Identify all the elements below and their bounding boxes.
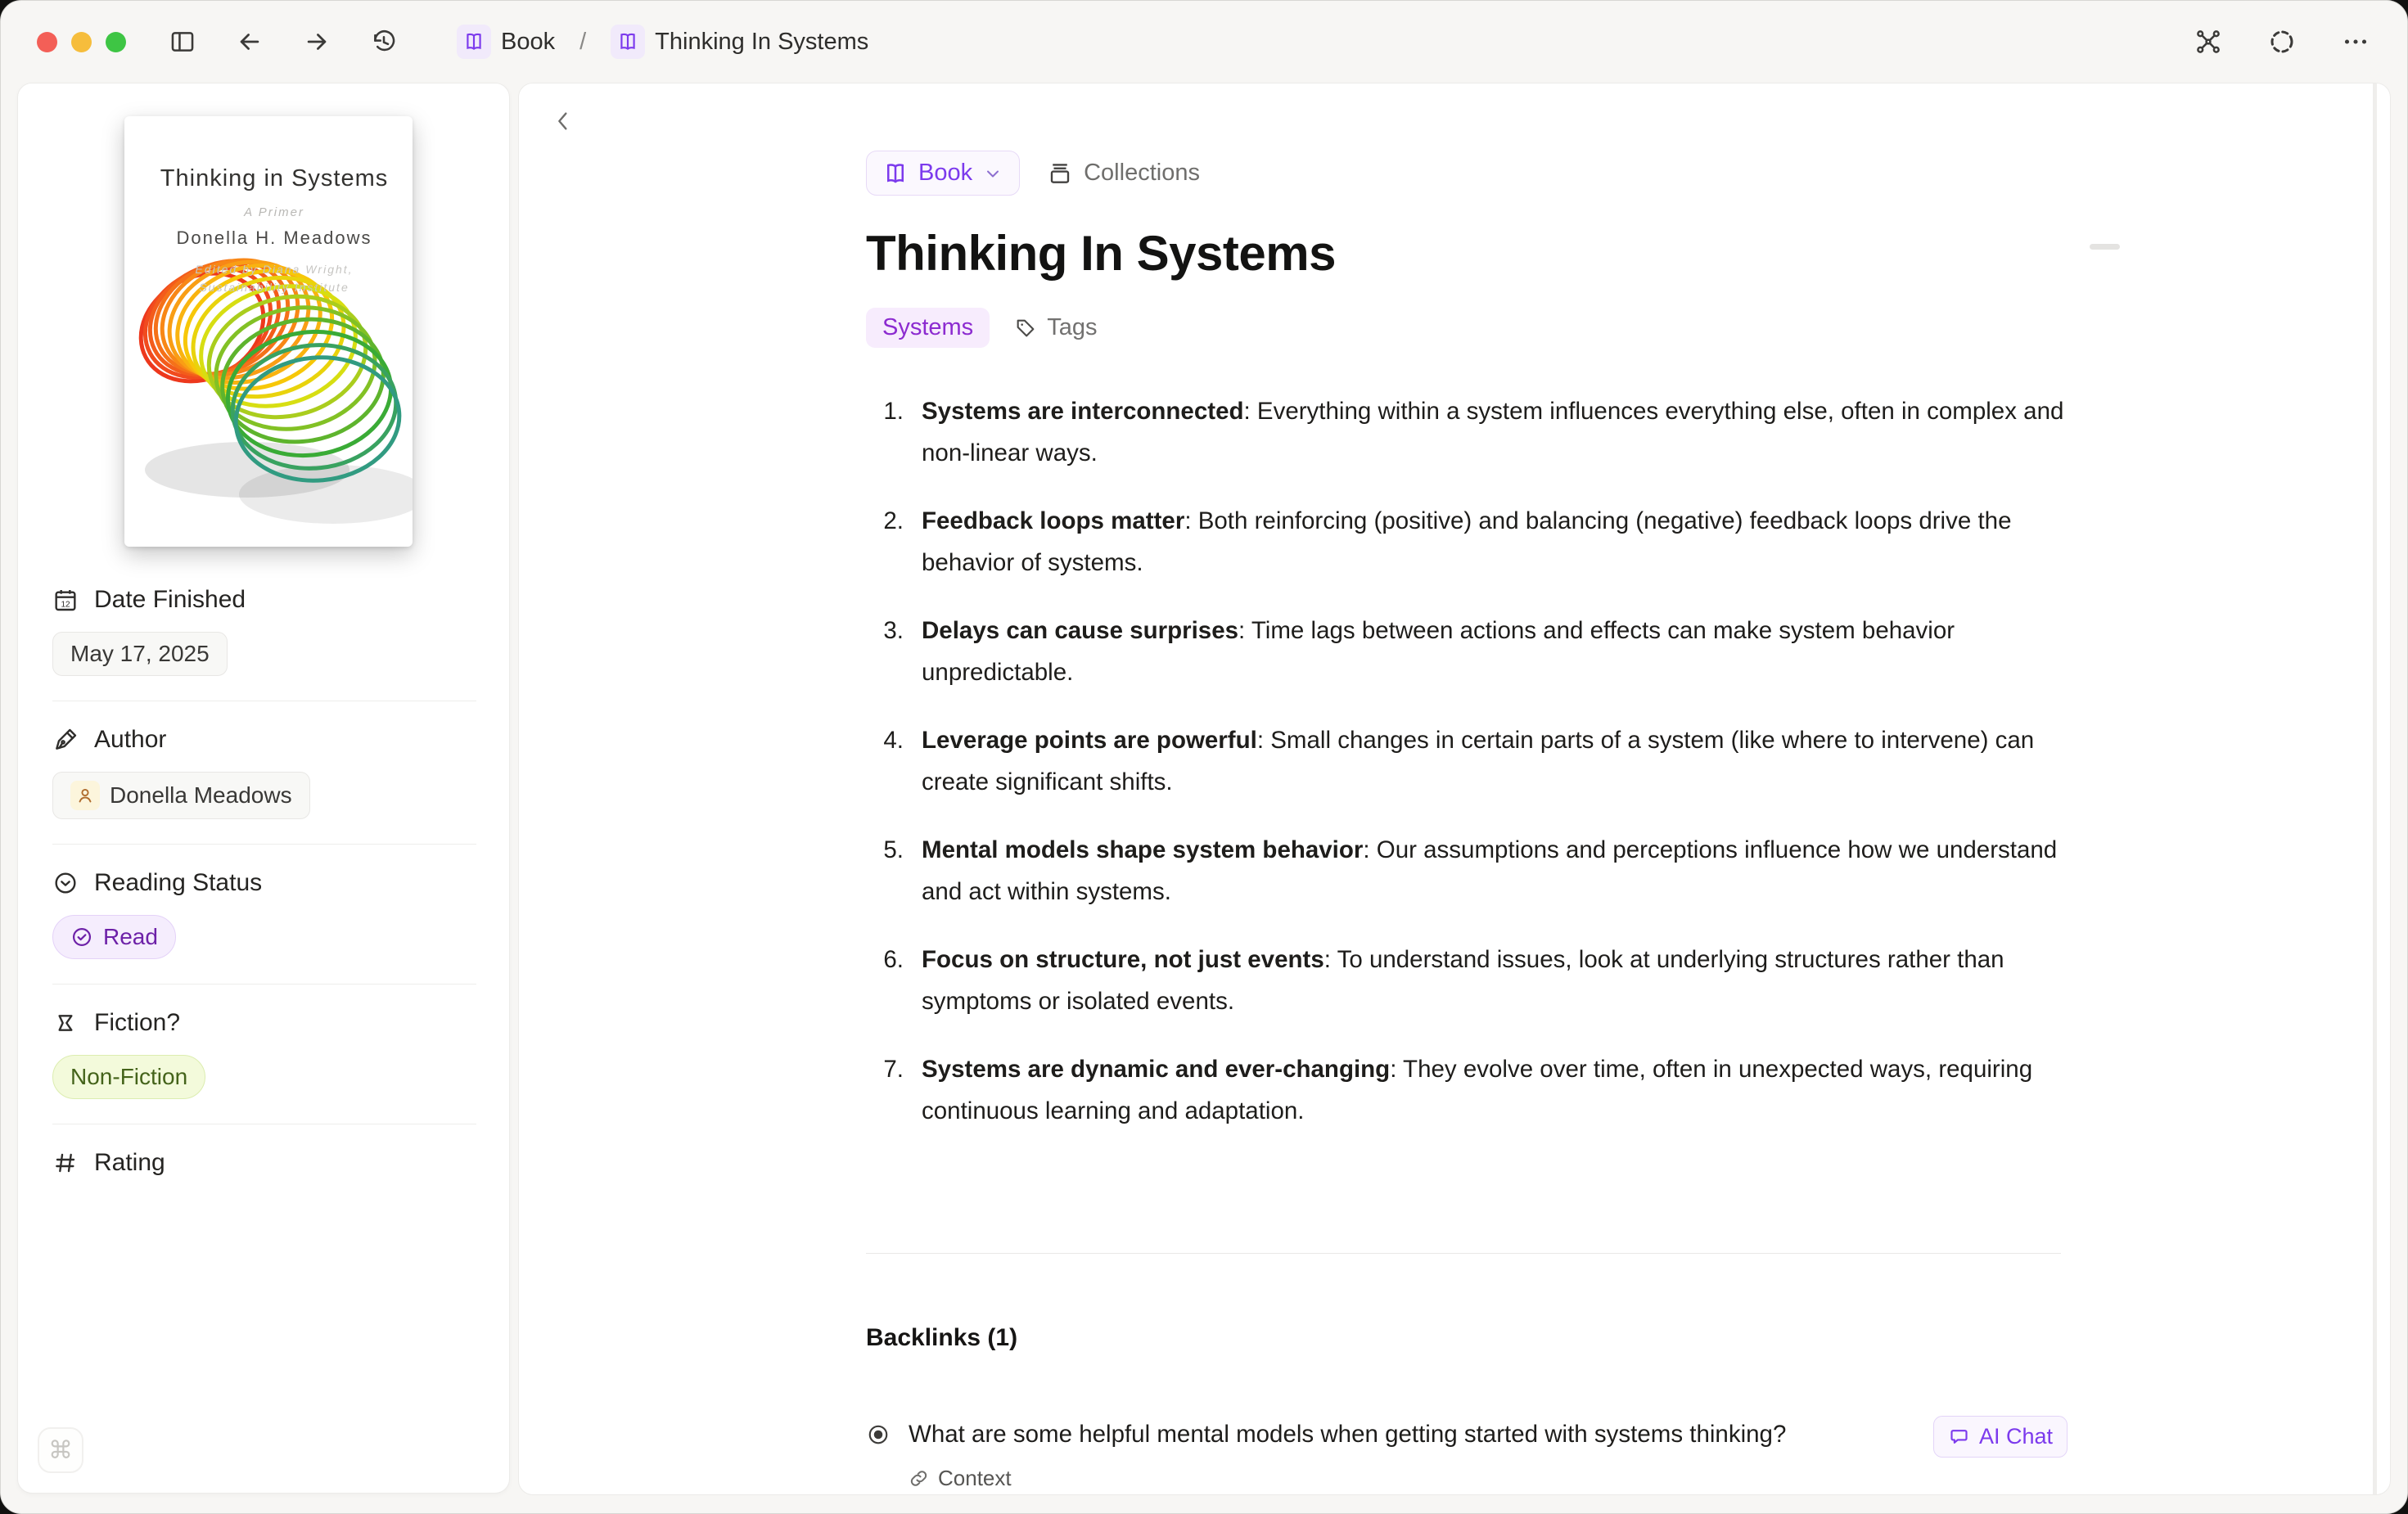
list-item[interactable]: 4. Leverage points are powerful: Small changes in certain parts of a system (like where to intervene) can create significant shifts. xyxy=(883,727,2035,796)
panel-resize-handle[interactable] xyxy=(2090,244,2120,250)
page-title[interactable]: Thinking In Systems xyxy=(866,226,1336,281)
add-tags-button[interactable]: Tags xyxy=(1014,314,1097,341)
cover-text xyxy=(147,165,401,297)
field-label-text: Rating xyxy=(94,1149,165,1176)
svg-text:12: 12 xyxy=(61,600,70,610)
field-label-text: Fiction? xyxy=(94,1009,181,1036)
field-reading-status[interactable] xyxy=(52,869,485,897)
minimize-window-button[interactable] xyxy=(71,32,92,52)
list-item[interactable]: 1. Systems are interconnected: Everything within a system influences everything else, often in complex and non-linear ways. xyxy=(883,398,2064,467)
cover-title: Thinking in Systems xyxy=(160,165,389,192)
tag-chip-systems[interactable]: Systems xyxy=(866,308,990,348)
list-item[interactable]: 2. Feedback loops matter: Both reinforcing (positive) and balancing (negative) feedback loops drive the behavior of systems. xyxy=(883,507,2012,577)
chevron-down-icon xyxy=(983,164,1003,183)
divider xyxy=(52,984,476,985)
radio-bullet-icon xyxy=(866,1422,891,1447)
tag-icon xyxy=(1014,317,1037,340)
forward-arrow-icon[interactable] xyxy=(301,26,332,57)
chat-bubble-icon xyxy=(1948,1426,1970,1448)
cover-edited-by: Edited by Diana Wright, Sustainability Institute xyxy=(195,263,354,295)
field-fiction[interactable] xyxy=(52,1009,485,1037)
breadcrumb-current-page[interactable] xyxy=(602,19,877,65)
field-label-text: Date Finished xyxy=(94,586,246,613)
titlebar xyxy=(1,1,2407,83)
list-item[interactable]: 6. Focus on structure, not just events: To understand issues, look at underlying structures rather than symptoms or isolated events. xyxy=(883,946,2004,1016)
breadcrumb-label: Book xyxy=(501,28,556,55)
field-label-text: Author xyxy=(94,726,167,753)
numbered-list xyxy=(866,390,2068,1132)
collapse-chevron-left-icon[interactable] xyxy=(547,105,579,137)
back-arrow-icon[interactable] xyxy=(234,26,265,57)
command-menu-button[interactable] xyxy=(38,1427,83,1473)
book-icon xyxy=(457,25,491,59)
link-icon xyxy=(909,1468,929,1489)
list-item[interactable]: 3. Delays can cause surprises: Time lags between actions and effects can make system behavior unpredictable. xyxy=(883,617,1955,687)
ai-chat-badge[interactable]: AI Chat xyxy=(1933,1416,2068,1458)
breadcrumb-book-type[interactable] xyxy=(449,19,563,65)
backlink-context-link[interactable]: Context xyxy=(909,1466,1801,1491)
book-cover[interactable] xyxy=(124,116,413,547)
breadcrumb xyxy=(449,19,877,65)
book-icon xyxy=(883,161,908,186)
select-option-icon xyxy=(52,1010,79,1036)
backlink-item[interactable] xyxy=(866,1414,2068,1491)
collections-button[interactable]: Collections xyxy=(1048,160,1200,187)
focus-mode-icon[interactable] xyxy=(2266,26,2298,57)
collections-icon xyxy=(1048,161,1072,186)
check-circle-icon xyxy=(70,926,93,949)
field-author[interactable] xyxy=(52,726,485,754)
author-chip[interactable]: Donella Meadows xyxy=(52,772,310,819)
backlinks-heading: Backlinks (1) xyxy=(866,1324,1018,1352)
object-type-chip[interactable]: Book xyxy=(866,151,1020,196)
breadcrumb-label: Thinking In Systems xyxy=(655,28,869,55)
toggle-sidebar-icon[interactable] xyxy=(167,26,198,57)
list-item[interactable]: 7. Systems are dynamic and ever-changing: They evolve over time, often in unexpected ways, requiring continuous learning and adaptation. xyxy=(883,1056,2033,1125)
calendar-icon xyxy=(52,587,79,613)
traffic-lights xyxy=(37,32,126,52)
close-window-button[interactable] xyxy=(37,32,57,52)
section-divider xyxy=(866,1253,2061,1254)
divider xyxy=(52,844,476,845)
status-circle-icon xyxy=(52,870,79,896)
list-item[interactable]: 5. Mental models shape system behavior: Our assumptions and perceptions influence how we understand and act within systems. xyxy=(883,836,2058,906)
scrollbar-track[interactable] xyxy=(2373,83,2377,1494)
reading-status-chip[interactable]: Read xyxy=(52,915,176,959)
cover-author: Donella H. Meadows xyxy=(176,228,372,248)
history-icon[interactable] xyxy=(368,26,399,57)
main-panel xyxy=(518,83,2391,1495)
book-icon xyxy=(611,25,645,59)
field-rating[interactable] xyxy=(52,1149,485,1177)
person-icon xyxy=(70,781,100,810)
pen-nib-icon xyxy=(52,727,79,753)
command-icon: ⌘ xyxy=(48,1436,73,1464)
backlink-text[interactable]: What are some helpful mental models when getting started with systems thinking? xyxy=(909,1421,1787,1449)
zoom-window-button[interactable] xyxy=(106,32,126,52)
field-label-text: Reading Status xyxy=(94,869,263,896)
hash-icon xyxy=(52,1150,79,1176)
cover-subtitle: A Primer xyxy=(244,205,304,219)
sidebar xyxy=(17,83,510,1494)
breadcrumb-separator: / xyxy=(579,28,587,55)
more-options-icon[interactable] xyxy=(2340,26,2371,57)
fiction-chip[interactable]: Non-Fiction xyxy=(52,1055,205,1099)
graph-view-icon[interactable] xyxy=(2193,26,2224,57)
field-date-finished[interactable] xyxy=(52,586,485,614)
date-finished-chip[interactable]: May 17, 2025 xyxy=(52,632,228,676)
